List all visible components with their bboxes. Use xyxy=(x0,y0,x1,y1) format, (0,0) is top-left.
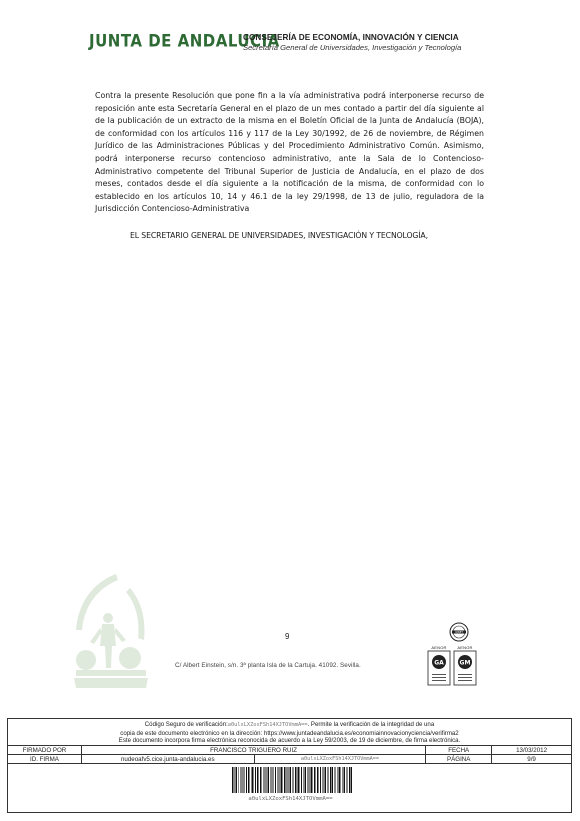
signature-table xyxy=(7,745,572,764)
department-name: CONSEJERÍA DE ECONOMÍA, INNOVACIÓN Y CIENCIA xyxy=(243,33,459,42)
page-number: 9 xyxy=(285,632,290,641)
coat-of-arms-watermark-icon xyxy=(72,572,150,690)
department-header xyxy=(243,33,461,52)
svg-text:GM: GM xyxy=(459,659,471,667)
office-address: C/ Albert Einstein, s/n. 3ª planta Isla de la Cartuja. 41092. Sevilla. xyxy=(175,662,361,669)
resolution-paragraph: Contra la presente Resolución que pone fin a la vía administrativa podrá interponerse recurso de reposición ante esta Secretaría General en el plazo de un mes contado a partir del día siguiente al de la publicación de un extracto de la misma en el Boletín Oficial de la Junta de Andalucía (BOJA), de conformidad con los artículos 116 y 117 de la Ley 30/1992, de 26 de noviembre, de Régimen Jurídico de las Administraciones Públicas y del Procedimiento Administrativo Común. Asimismo, podrá interponerse recurso contencioso administrativo, ante la Sala de lo Contencioso-Administrativo competente del Tribunal Superior de Justicia de Andalucía, en el plazo de dos meses, contados desde el día siguiente a la notificación de la misma, de conformidad con lo establecido en los artículos 10, 14 y 46.1 de la ley 29/1998, de 13 de julio, reguladora de la Jurisdicción Contencioso-Administrativa xyxy=(95,91,484,214)
barcode-text: a0ulxLXZoxFSh14XJTOVmmA== xyxy=(248,796,333,802)
signed-by-label: FIRMADO POR xyxy=(8,746,82,755)
aenor-mark-icon xyxy=(453,650,477,686)
verification-code: a0ulxLXZoxFSh14XJTOVmmA== xyxy=(227,722,308,728)
date-label: FECHA xyxy=(426,746,492,755)
sub-department-name: Secretaría General de Universidades, Investigación y Tecnología xyxy=(243,43,462,52)
aenor-label-1: AENOR xyxy=(431,645,447,650)
page-label: PÁGINA xyxy=(426,755,492,764)
verification-line-1 xyxy=(8,721,571,730)
barcode-icon xyxy=(231,767,353,793)
iqnet-certification-icon xyxy=(449,622,469,642)
signatory-title: EL SECRETARIO GENERAL DE UNIVERSIDADES, INVESTIGACIÓN Y TECNOLOGÍA, xyxy=(130,231,428,240)
junta-logo: JUNTA DE ANDALUCIA xyxy=(89,31,280,51)
aenor-certification-2 xyxy=(453,645,477,688)
signer-name: FRANCISCO TRIGUERO RUIZ xyxy=(81,746,425,755)
verification-line-3: Este documento incorpora firma electrónica reconocida de acuerdo a la Ley 59/2003, de 19 de diciembre, de firma electrónica. xyxy=(118,737,461,745)
svg-text:GA: GA xyxy=(434,659,444,667)
aenor-label-2: AENOR xyxy=(457,645,473,650)
signature-id-label: ID. FIRMA xyxy=(8,755,82,764)
signature-host: nudeoafv5.cice.junta-andalucia.es xyxy=(81,755,254,764)
verification-suffix: . Permite la verificación de la integridad de una xyxy=(307,721,435,728)
signature-id-code: a0ulxLXZoxFSh14XJTOVmmA== xyxy=(254,755,426,764)
signature-date: 13/03/2012 xyxy=(492,746,572,755)
verification-prefix: Código Seguro de verificación: xyxy=(144,721,228,728)
iqnet-label: IQNET xyxy=(455,631,463,634)
signature-id-row xyxy=(8,755,572,764)
signed-by-row xyxy=(8,746,572,755)
verification-footer xyxy=(7,718,572,813)
verification-notice xyxy=(8,719,571,745)
aenor-certification-1 xyxy=(427,645,451,688)
verification-line-2: copia de este documento electrónico en la dirección: https://www.juntadeandalucia.es/economiainnovacionyciencia/verifirma2 xyxy=(120,729,459,737)
page-count: 9/9 xyxy=(492,755,572,764)
aenor-mark-icon xyxy=(427,650,451,686)
